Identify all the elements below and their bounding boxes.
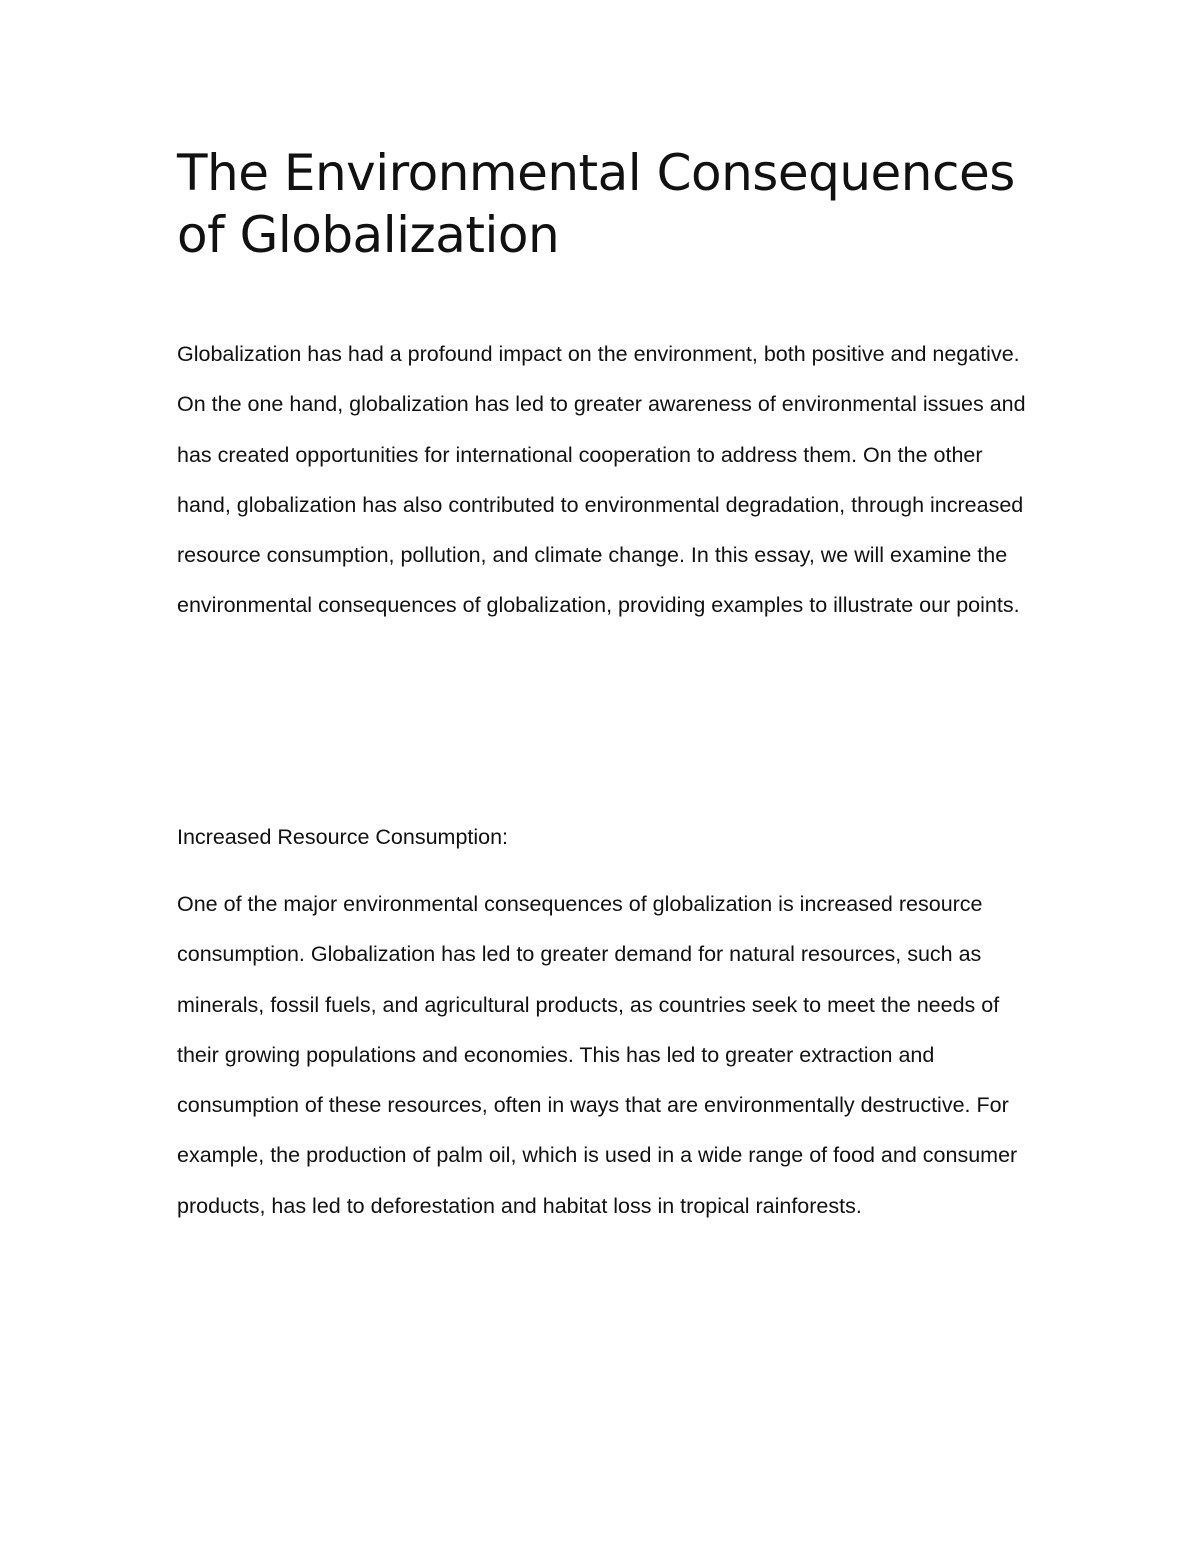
section-paragraph: One of the major environmental consequences of globalization is increased resource consumption. Globalization has led to greater demand for natural resources, such as minerals, fossil fuels, and agricultural products, as countries seek to meet the needs of their growing populations and economies. This has led to greater extraction and consumption of these resources, often in ways that are environmentally destructive. For example, the production of palm oil, which is used in a wide range of food and consumer products, has led to deforestation and habitat loss in tropical rainforests. (177, 892, 1018, 1218)
intro-paragraph: Globalization has had a profound impact on the environment, both positive and negative. On the one hand, globalization has led to greater awareness of environmental issues and has created opportunities for international cooperation to address them. On the other hand, globalization has also contributed to environmental degradation, through increased resource consumption, pollution, and climate change. In this essay, we will examine the environmental consequences of globalization, providing examples to illustrate our points. (177, 342, 1026, 618)
document-title: The Environmental Consequences of Globalization (177, 144, 1015, 264)
section-heading: Increased Resource Consumption: (177, 825, 509, 849)
